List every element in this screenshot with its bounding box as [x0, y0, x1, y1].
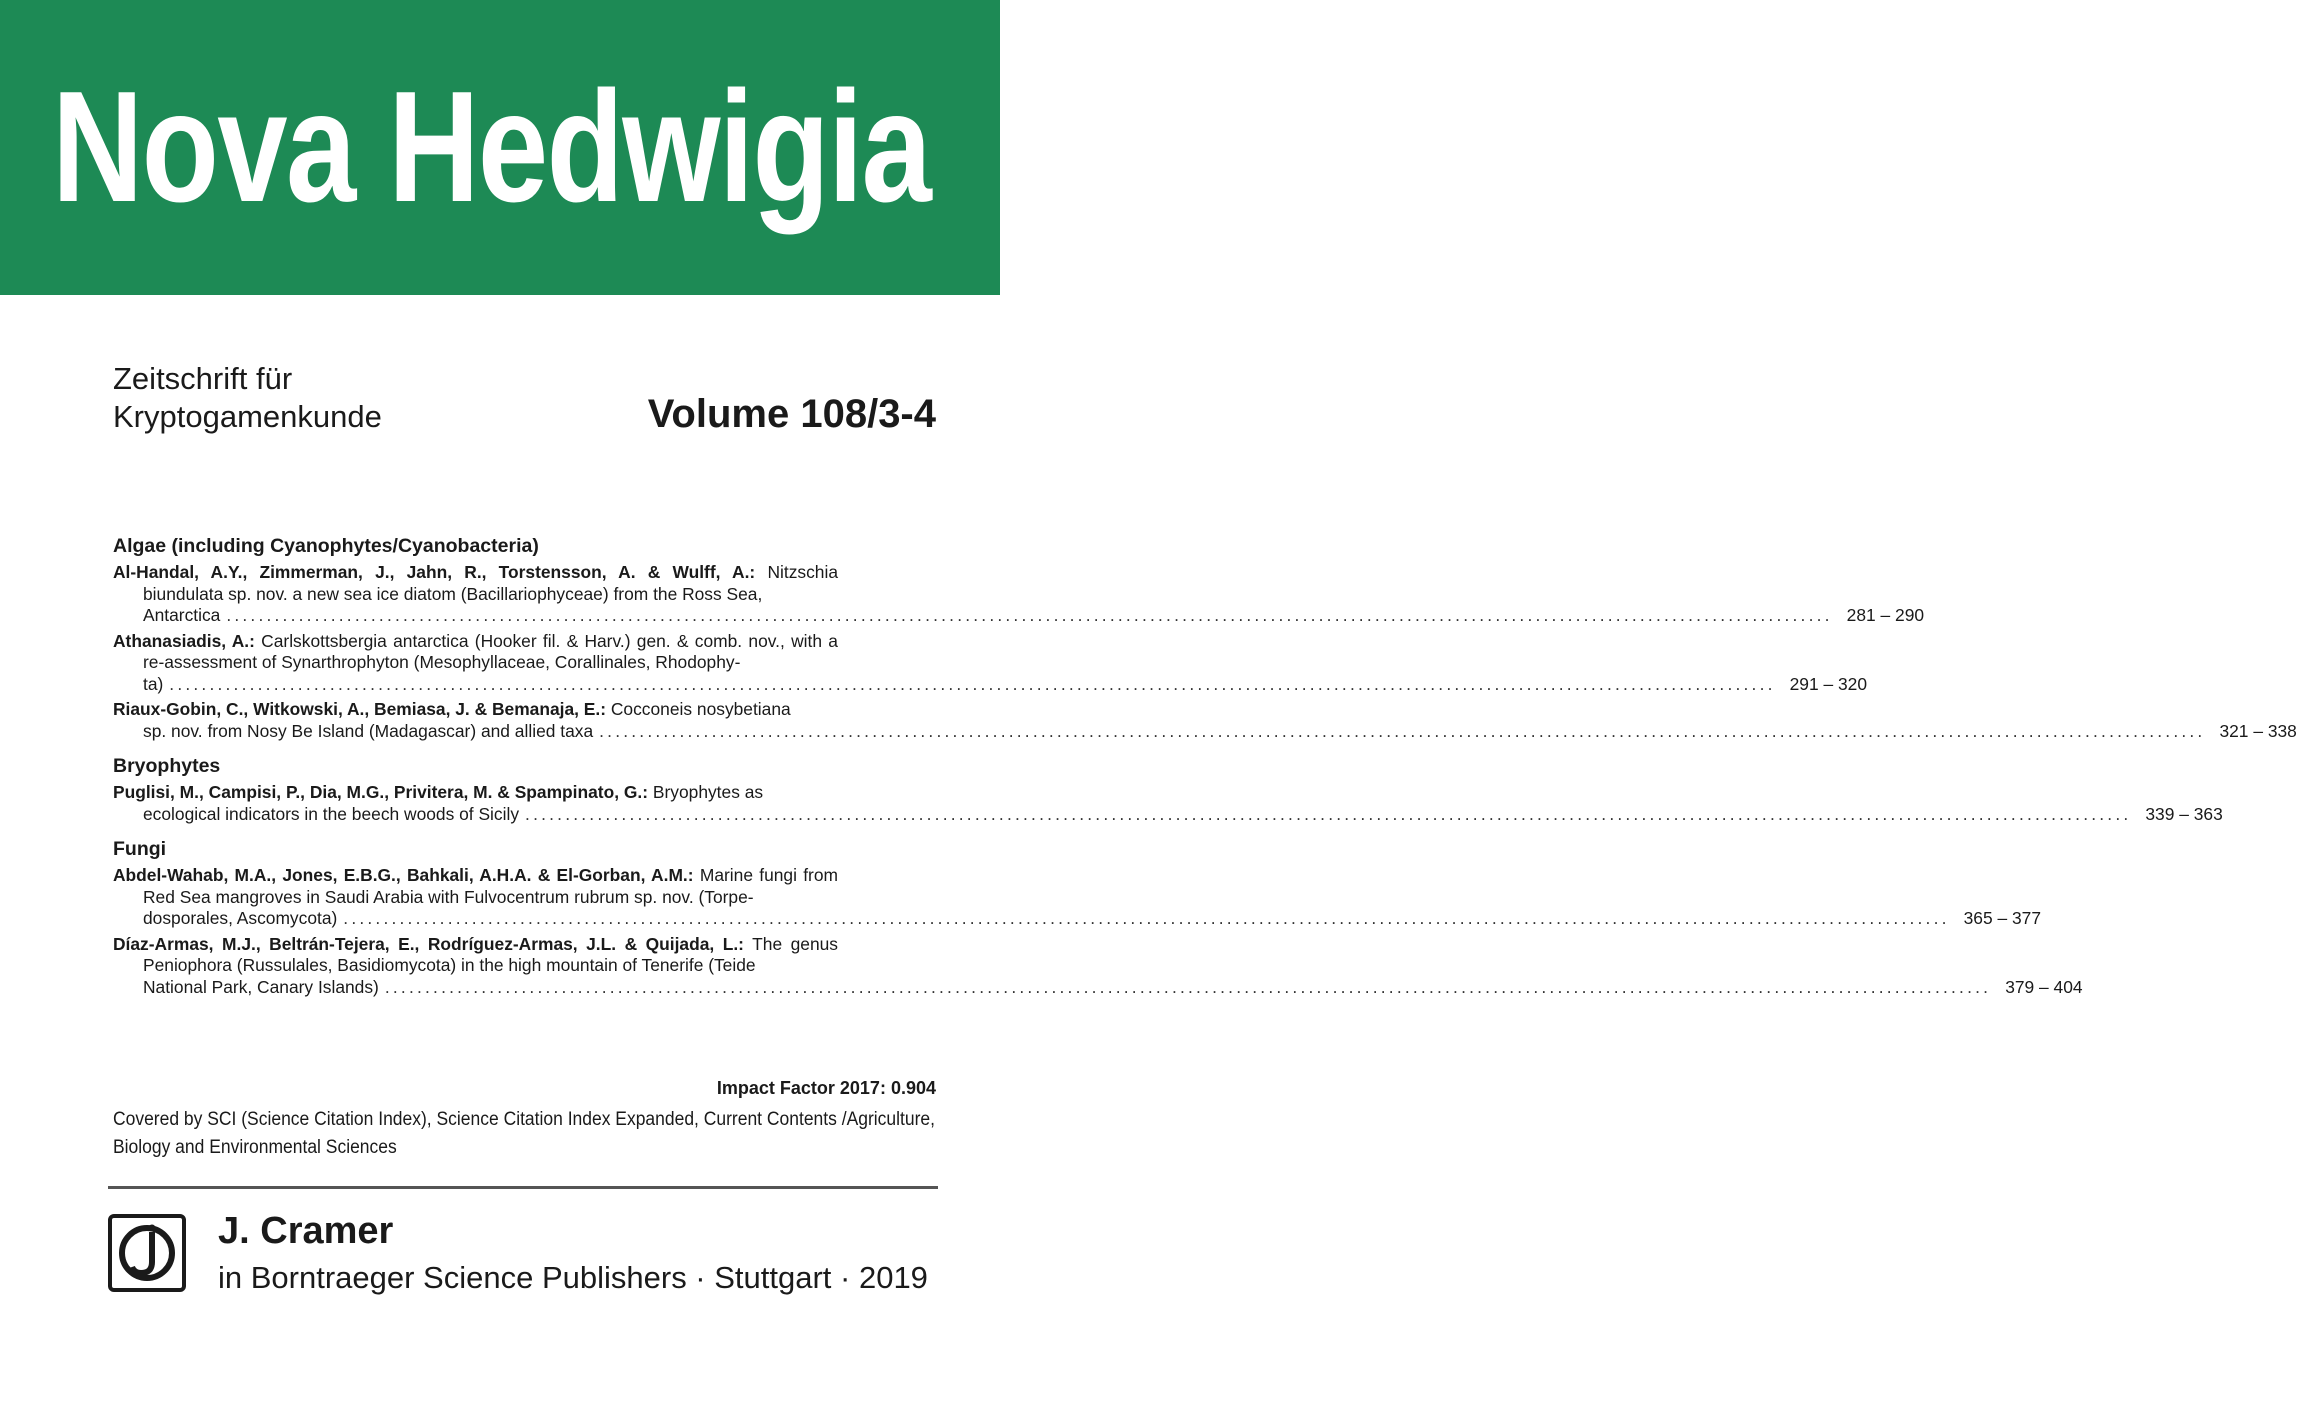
entry-authors: Riaux-Gobin, C., Witkowski, A., Bemiasa, J. & Bemanaja, E.: — [113, 699, 607, 719]
journal-subtitle — [113, 360, 382, 436]
entry-pages: 321 – 338 — [2219, 720, 2297, 741]
entry-title: The genus Peniophora (Russulales, Basidiomycota) in the high mountain of Tenerife (Teide — [143, 933, 838, 975]
table-of-contents — [113, 534, 2297, 1010]
toc-entry — [113, 782, 2223, 825]
entry-authors: Díaz-Armas, M.J., Beltrán-Tejera, E., Rodríguez-Armas, J.L. & Quijada, L.: — [113, 933, 744, 954]
entry-authors: Al-Handal, A.Y., Zimmerman, J., Jahn, R., Torstensson, A. & Wulff, A.: — [113, 562, 756, 582]
title-banner — [0, 0, 1000, 295]
section-heading: Algae (including Cyanophytes/Cyanobacteria) — [113, 535, 539, 557]
coverage-note: Covered by SCI (Science Citation Index), Science Citation Index Expanded, Current Contents /Agriculture, Biology and Environmental Sciences — [113, 1109, 935, 1158]
entry-title: Marine fungi from Red Sea mangroves in Saudi Arabia with Fulvocentrum rubrum sp. nov. (Torpe- — [143, 865, 839, 907]
entry-pages: 365 – 377 — [1963, 908, 2042, 928]
divider — [108, 1186, 938, 1189]
toc-entry — [113, 699, 2297, 742]
entry-authors: Abdel-Wahab, M.A., Jones, E.B.G., Bahkali, A.H.A. & El-Gorban, A.M.: — [113, 865, 694, 885]
entry-authors: Puglisi, M., Campisi, P., Dia, M.G., Privitera, M. & Spampinato, G.: — [113, 782, 649, 802]
leader-dots: ........................................................................................................................................................................................................ — [343, 908, 1950, 928]
publisher-line: in Borntraeger Science Publishers · Stuttgart · 2019 — [218, 1260, 928, 1295]
toc-entry — [113, 933, 2083, 999]
subtitle-line-2: Kryptogamenkunde — [113, 399, 382, 434]
leader-dots: ........................................................................................................................................................................................................ — [599, 720, 2206, 741]
entry-title-end: dosporales, Ascomycota) — [143, 908, 338, 928]
toc-entry — [113, 630, 1868, 696]
entry-title-end: ecological indicators in the beech woods of Sicily — [143, 803, 520, 824]
entry-authors: Athanasiadis, A.: — [113, 630, 255, 651]
volume-number: Volume 108/3-4 — [647, 392, 936, 436]
subtitle-line-1: Zeitschrift für — [113, 361, 293, 396]
leader-dots: ........................................................................................................................................................................................................ — [525, 803, 2132, 824]
entry-pages: 339 – 363 — [2145, 803, 2223, 824]
toc-section — [113, 534, 2297, 742]
section-heading: Bryophytes — [113, 755, 221, 777]
publisher-name: J. Cramer — [218, 1210, 394, 1252]
publisher-logo — [108, 1214, 186, 1292]
entry-title: Bryophytes as — [652, 782, 764, 802]
leader-dots: ........................................................................................................................................................................................................ — [384, 976, 1992, 997]
journal-title: Nova Hedwigia — [52, 59, 931, 235]
entry-title-end: Antarctica — [143, 605, 221, 625]
publisher-logo-icon — [112, 1218, 182, 1288]
entry-title: Cocconeis nosybetiana — [610, 699, 791, 719]
impact-factor: Impact Factor 2017: 0.904 — [716, 1078, 936, 1098]
entry-title-end: ta) — [143, 673, 164, 694]
entry-pages: 379 – 404 — [2005, 976, 2083, 997]
leader-dots: ........................................................................................................................................................................................................ — [169, 673, 1776, 694]
leader-dots: ........................................................................................................................................................................................................ — [226, 605, 1833, 625]
toc-section — [113, 754, 2223, 825]
entry-title-end: sp. nov. from Nosy Be Island (Madagascar) and allied taxa — [143, 720, 594, 741]
entry-pages: 281 – 290 — [1846, 605, 1925, 625]
toc-section — [113, 837, 2083, 998]
section-heading: Fungi — [113, 838, 167, 860]
entry-pages: 291 – 320 — [1789, 673, 1868, 694]
entry-title: Carlskottsbergia antarctica (Hooker fil. & Harv.) gen. & comb. nov., with a re-assessment of Synarthrophyton (Mesophyllaceae, Corallinales, Rhodophy- — [143, 630, 838, 672]
entry-title-end: National Park, Canary Islands) — [143, 976, 379, 997]
toc-entry — [113, 562, 1925, 627]
toc-entry — [113, 865, 2042, 930]
entry-title: Nitzschia biundulata sp. nov. a new sea ice diatom (Bacillariophyceae) from the Ross Sea, — [143, 562, 838, 604]
